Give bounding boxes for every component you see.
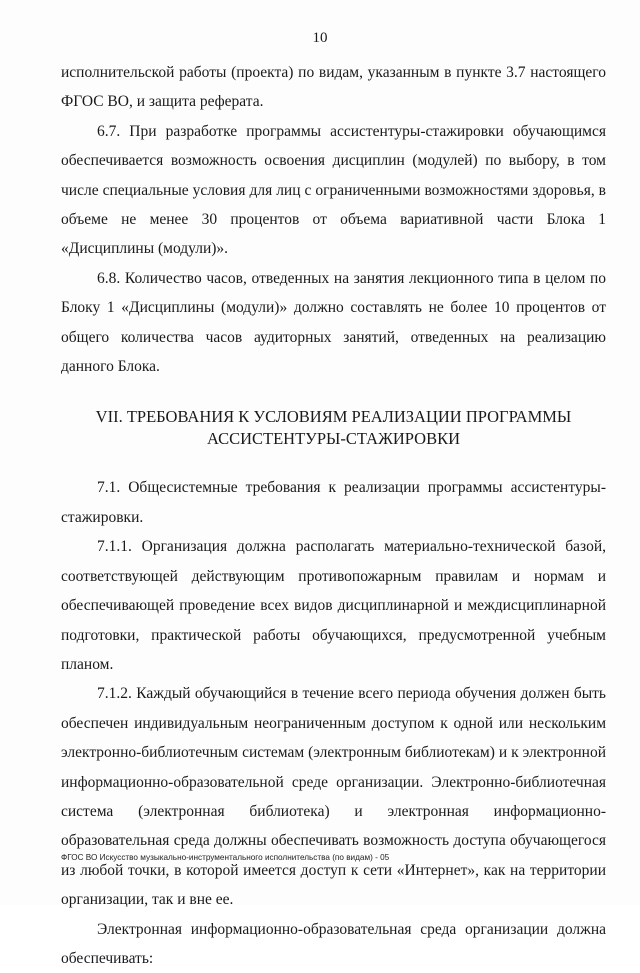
page-footer: ФГОС ВО Искусство музыкально-инструментального исполнительства (по видам) - 05 [61,853,390,862]
page-number: 10 [312,30,328,46]
section-heading-line-2: АССИСТЕНТУРЫ-СТАЖИРОВКИ [206,429,461,449]
section-heading [61,406,606,450]
paragraph-continuation: исполнительской работы (проекта) по видам, указанным в пункте 3.7 настоящего ФГОС ВО, и защита реферата. [61,64,606,111]
paragraph-6-8: 6.8. Количество часов, отведенных на занятия лекционного типа в целом по Блоку 1 «Дисциплины (модули)» должно составлять не более 10 процентов от общего количества часов аудиторных занятий, отведенных на реализацию данного Блока. [61,269,606,376]
paragraph-information-environment: Электронная информационно-образовательная среда организации должна обеспечивать: [61,920,606,967]
paragraph-7-1-1: 7.1.1. Организация должна располагать материально-технической базой, соответствующей действующим противопожарным правилам и нормам и обеспечивающей проведение всех видов дисциплинарной и междисциплинарной подготовки, практической работы обучающихся, предусмотренной учебным планом. [61,538,606,673]
paragraph-7-1-2: 7.1.2. Каждый обучающийся в течение всего периода обучения должен быть обеспечен индивидуальным неограниченным доступом к одной или нескольким электронно-библиотечным системам (электронным библиотекам) и к электронной информационно-образовательной среде организации. Электронно-библиотечная система (электронная библиотека) и электронная информационно-образовательная среда должны обеспечивать возможность доступа обучающегося из любой точки, в которой имеется доступ к сети «Интернет», как на территории организации, так и вне ее. [61,685,606,909]
section-heading-line-1: VII. ТРЕБОВАНИЯ К УСЛОВИЯМ РЕАЛИЗАЦИИ ПРОГРАММЫ [95,407,572,427]
paragraph-7-1: 7.1. Общесистемные требования к реализации программы ассистентуры-стажировки. [61,479,606,526]
paragraph-6-7: 6.7. При разработке программы ассистентуры-стажировки обучающимся обеспечивается возможность освоения дисциплин (модулей) по выбору, в том числе специальные условия для лиц с ограниченными возможностями здоровья, в объеме не менее 30 процентов от объема вариативной части Блока 1 «Дисциплины (модули)». [61,122,606,258]
document-body [61,58,606,973]
